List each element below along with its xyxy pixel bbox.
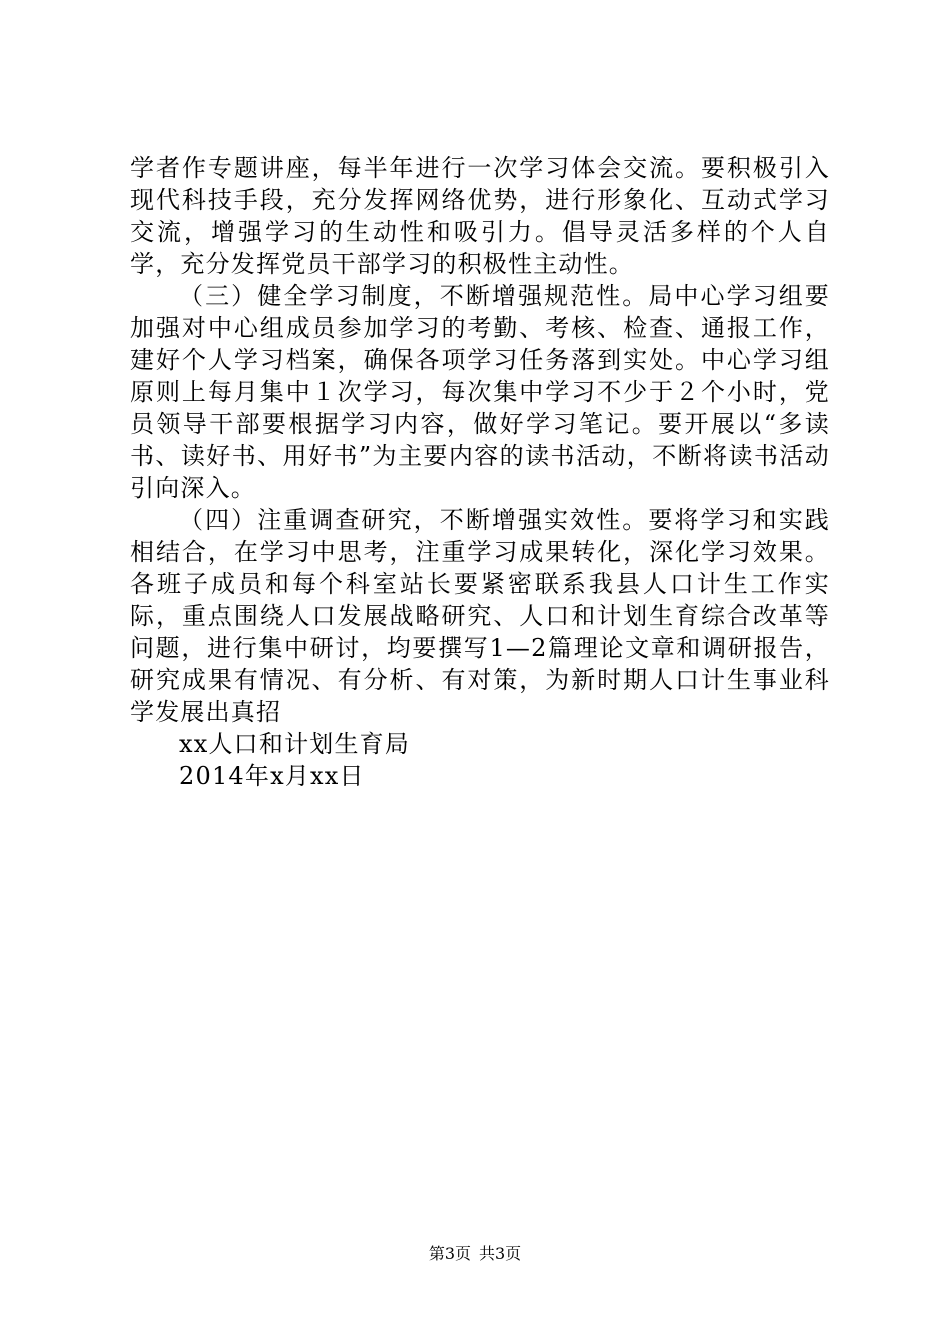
paragraph-continuation: 学者作专题讲座，每半年进行一次学习体会交流。要积极引入现代科技手段，充分发挥网络优势，进行形象化、互动式学习交流，增强学习的生动性和吸引力。倡导灵活多样的个人自学，充分发挥党员干部学习的积极性主动性。 (130, 154, 830, 278)
paragraph-section-three: （三）健全学习制度，不断增强规范性。局中心学习组要加强对中心组成员参加学习的考勤、考核、检查、通报工作，建好个人学习档案，确保各项学习任务落到实处。中心学习组原则上每月集中１次学习，每次集中学习不少于２个小时，党员领导干部要根据学习内容，做好学习笔记。要开展以“多读书、读好书、用好书”为主要内容的读书活动，不断将读书活动引向深入。 (130, 282, 830, 502)
signature-date: 2014年x月xx日 (179, 762, 365, 790)
paragraph-section-four: （四）注重调查研究，不断增强实效性。要将学习和实践相结合，在学习中思考，注重学习成果转化，深化学习效果。各班子成员和每个科室站长要紧密联系我县人口计生工作实际，重点围绕人口发展战略研究、人口和计划生育综合改革等问题，进行集中研讨，均要撰写1—2篇理论文章和调研报告，研究成果有情况、有分析、有对策，为新时期人口计生事业科学发展出真招 (130, 506, 830, 726)
signature-organization: xx人口和计划生育局 (179, 730, 411, 758)
page-number-total: 共3页 (479, 1244, 522, 1263)
page-number-current: 第3页 (428, 1244, 471, 1263)
page-footer (0, 1244, 950, 1264)
document-body (130, 152, 830, 792)
